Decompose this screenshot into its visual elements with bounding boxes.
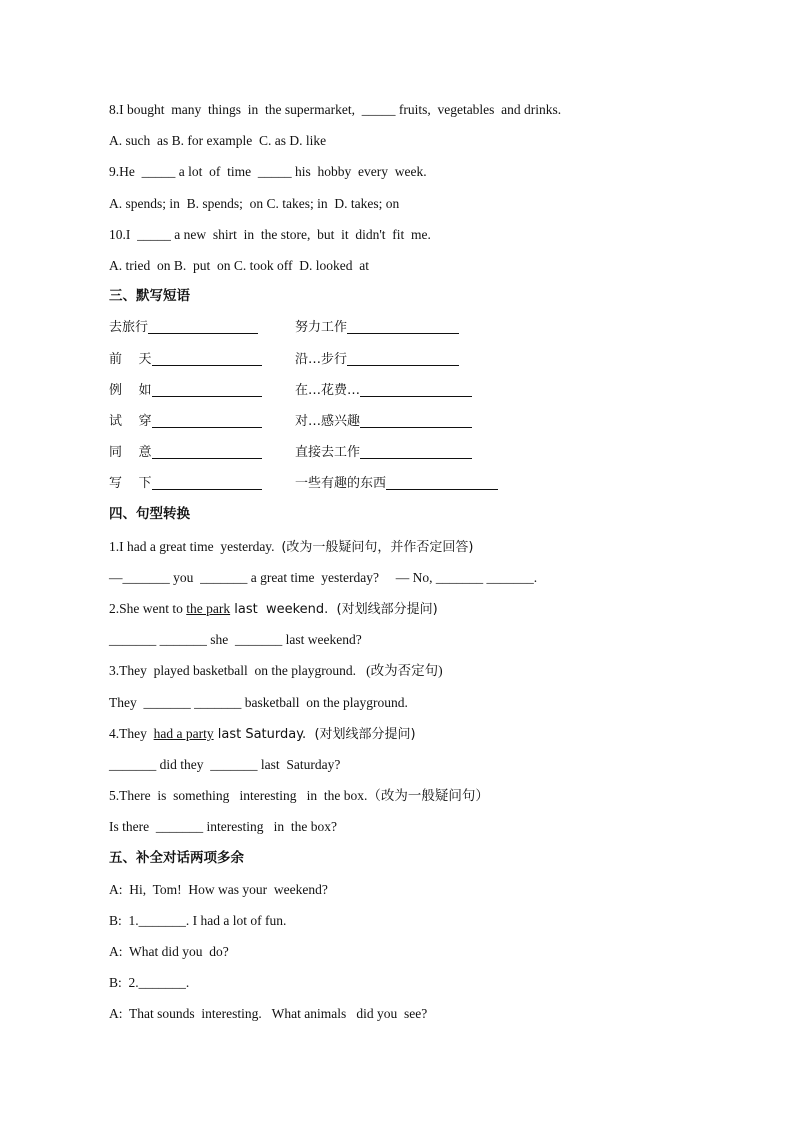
section-3-title: 三、默写短语 <box>109 288 190 305</box>
phrase-left: 例 如 <box>109 382 152 398</box>
transform-item-3: 3.They played basketball on the playground. (改为否定句) <box>109 663 443 679</box>
answer-blank[interactable] <box>152 351 262 366</box>
answer-blank[interactable] <box>347 319 459 334</box>
answer-blank[interactable] <box>148 319 258 334</box>
underlined-phrase: had a party <box>153 725 214 741</box>
answer-blank[interactable] <box>152 475 262 490</box>
answer-blank[interactable] <box>152 382 262 397</box>
phrase-right: 一些有趣的东西 <box>295 476 387 492</box>
phrase-right: 沿…步行 <box>295 351 348 367</box>
dialogue-line: A: What did you do? <box>109 944 229 960</box>
question-8-options: A. such as B. for example C. as D. like <box>109 133 327 149</box>
phrase-table <box>109 312 709 499</box>
dialogue-line: A: Hi, Tom! How was your weekend? <box>109 881 328 897</box>
dialogue-line: A: That sounds interesting. What animals did you see? <box>109 1006 428 1022</box>
transform-answer-3[interactable]: They _______ _______ basketball on the playground. <box>109 694 408 710</box>
phrase-row <box>109 344 709 375</box>
underlined-phrase: the park <box>186 601 231 616</box>
question-10: 10.I _____ a new shirt in the store, but it didn't fit me. <box>109 226 431 242</box>
transform-answer-2[interactable]: _______ _______ she _______ last weekend? <box>109 632 362 648</box>
phrase-left: 去旅行 <box>109 320 149 336</box>
phrase-row <box>109 437 709 468</box>
answer-blank[interactable] <box>360 444 472 459</box>
phrase-row <box>109 468 709 499</box>
phrase-row <box>109 312 709 343</box>
transform-answer-4[interactable]: _______ did they _______ last Saturday? <box>109 756 341 772</box>
transform-answer-1[interactable]: —_______ you _______ a great time yesterday? — No, _______ _______. <box>109 569 538 585</box>
dialogue-line[interactable]: B: 2._______. <box>109 975 190 991</box>
section-5-title: 五、补全对话两项多余 <box>109 849 244 866</box>
phrase-row <box>109 375 709 406</box>
question-10-options: A. tried on B. put on C. took off D. looked at <box>109 257 369 273</box>
phrase-left: 写 下 <box>109 476 152 492</box>
answer-blank[interactable] <box>386 475 498 490</box>
question-9: 9.He _____ a lot of time _____ his hobby every week. <box>109 164 427 180</box>
worksheet-page <box>109 94 709 1030</box>
transform-item-2: 2.She went to the park last weekend. (对划线部分提问) <box>109 601 438 617</box>
answer-blank[interactable] <box>360 382 472 397</box>
phrase-right: 在…花费… <box>295 382 361 398</box>
section-4-title: 四、句型转换 <box>109 506 190 523</box>
dialogue-line[interactable]: B: 1._______. I had a lot of fun. <box>109 912 287 928</box>
phrase-left: 前 天 <box>109 351 152 367</box>
transform-answer-5[interactable]: Is there _______ interesting in the box? <box>109 819 337 835</box>
answer-blank[interactable] <box>347 351 459 366</box>
phrase-left: 同 意 <box>109 445 152 461</box>
answer-blank[interactable] <box>152 413 262 428</box>
phrase-right: 直接去工作 <box>295 445 361 461</box>
transform-item-4: 4.They had a party last Saturday. (对划线部分提问) <box>109 725 416 742</box>
transform-item-5: 5.There is something interesting in the box.（改为一般疑问句） <box>109 788 489 804</box>
phrase-row <box>109 406 709 437</box>
phrase-left: 试 穿 <box>109 413 152 429</box>
question-8: 8.I bought many things in the supermarket, _____ fruits, vegetables and drinks. <box>109 102 562 117</box>
phrase-right: 努力工作 <box>295 320 348 336</box>
phrase-right: 对…感兴趣 <box>295 413 361 429</box>
answer-blank[interactable] <box>152 444 262 459</box>
question-9-options: A. spends; in B. spends; on C. takes; in D. takes; on <box>109 195 400 211</box>
transform-item-1: 1.I had a great time yesterday. (改为一般疑问句，并作否定回答) <box>109 538 474 555</box>
answer-blank[interactable] <box>360 413 472 428</box>
